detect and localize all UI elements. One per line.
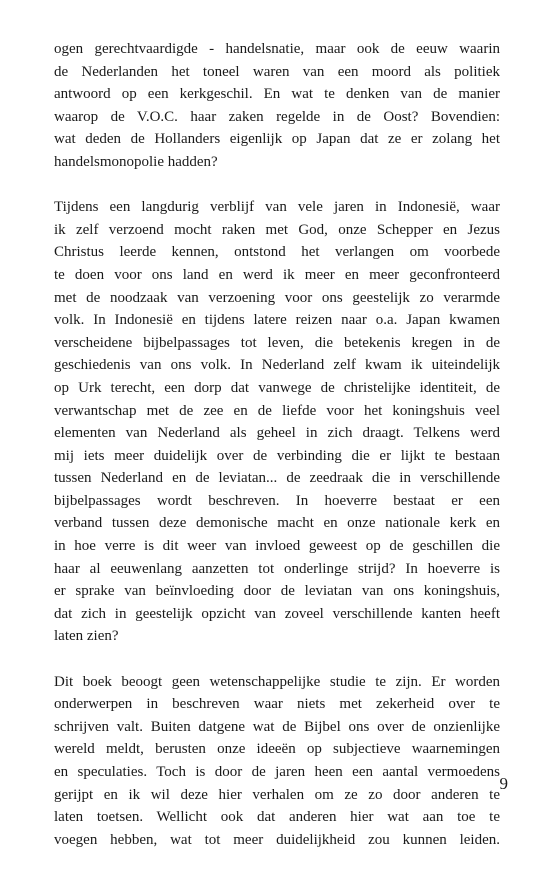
text-line: verband tussen deze demonische macht en onze nationale kerk en	[54, 515, 500, 532]
paragraph-3	[54, 671, 500, 852]
text-line: ik zelf verzoend mocht raken met God, onze Schepper en Jezus	[54, 221, 500, 238]
text-line: verscheidene bijbelpassages tot leven, die betekenis kregen in de	[54, 334, 500, 351]
text-line: waarop de V.O.C. haar zaken regelde in de Oost? Bovendien:	[54, 108, 500, 125]
page-body	[54, 38, 500, 874]
text-line: antwoord op een kerkgeschil. En wat te denken van de manier	[54, 86, 500, 103]
text-line: mij iets meer duidelijk over de verbinding die er lijkt te bestaan	[54, 447, 500, 464]
text-line: in hoe verre is dit weer van invloed geweest op de geschillen die	[54, 538, 500, 555]
text-line: onderwerpen in beschreven waar niets met zekerheid over te	[54, 696, 500, 713]
text-line: schrijven valt. Buiten datgene wat de Bijbel ons over de onzienlijke	[54, 718, 500, 735]
text-line: wat deden de Hollanders eigenlijk op Japan dat ze er zolang het	[54, 131, 500, 148]
text-line: tussen Nederland en de leviatan... de zeedraak die in verschillende	[54, 470, 500, 487]
text-line: volk. In Indonesië en tijdens latere reizen naar o.a. Japan kwamen	[54, 312, 500, 329]
text-line: bijbelpassages wordt beschreven. In hoeverre bestaat er een	[54, 492, 500, 509]
page-number: 9	[499, 774, 508, 793]
text-line: handelsmonopolie hadden?	[54, 153, 218, 170]
text-line: wereld meldt, berusten onze ideeën op subjectieve waarnemingen	[54, 741, 500, 758]
text-line: Dit boek beoogt geen wetenschappelijke studie te zijn. Er worden	[54, 673, 500, 690]
text-line: Tijdens een langdurig verblijf van vele jaren in Indonesië, waar	[54, 199, 500, 216]
text-line: Christus leerde kennen, ontstond het verlangen om voorbede	[54, 244, 500, 261]
text-line: en speculaties. Toch is door de jaren heen een aantal vermoedens	[54, 764, 500, 780]
text-line: gerijpt en ik wil deze hier verhalen om ze zo door anderen te	[54, 786, 500, 803]
paragraph-2	[54, 196, 500, 648]
text-line: met de noodzaak van verzoening voor ons geestelijk zo verarmde	[54, 289, 500, 306]
text-line: verwantschap met de zee en de liefde voor het koningshuis veel	[54, 402, 500, 419]
text-line: ogen gerechtvaardigde - handelsnatie, maar ook de eeuw waarin	[54, 41, 500, 57]
text-line: de Nederlanden het toneel waren van een moord als politiek	[54, 63, 500, 80]
text-line: op Urk terecht, een dorp dat vanwege de christelijke identiteit, de	[54, 379, 500, 396]
text-line: laten toetsen. Wellicht ook dat anderen hier wat aan toe te	[54, 809, 500, 826]
text-line: er sprake van beïnvloeding door de leviatan van ons koningshuis,	[54, 583, 500, 600]
text-line: dat zich in geestelijk opzicht van zoveel verschillende kanten heeft	[54, 605, 500, 622]
text-line: elementen van Nederland als geheel in zich draagt. Telkens werd	[54, 425, 500, 442]
text-line: te doen voor ons land en werd ik meer en meer geconfronteerd	[54, 266, 500, 283]
text-line: laten zien?	[54, 628, 119, 645]
paragraph-1	[54, 38, 500, 174]
text-line: geschiedenis van ons volk. In Nederland zelf kwam ik uiteindelijk	[54, 357, 500, 374]
text-line: haar al eeuwenlang aanzetten tot onderlinge strijd? In hoeverre is	[54, 560, 500, 577]
text-line: voegen hebben, wat tot meer duidelijkheid zou kunnen leiden.	[54, 831, 500, 848]
